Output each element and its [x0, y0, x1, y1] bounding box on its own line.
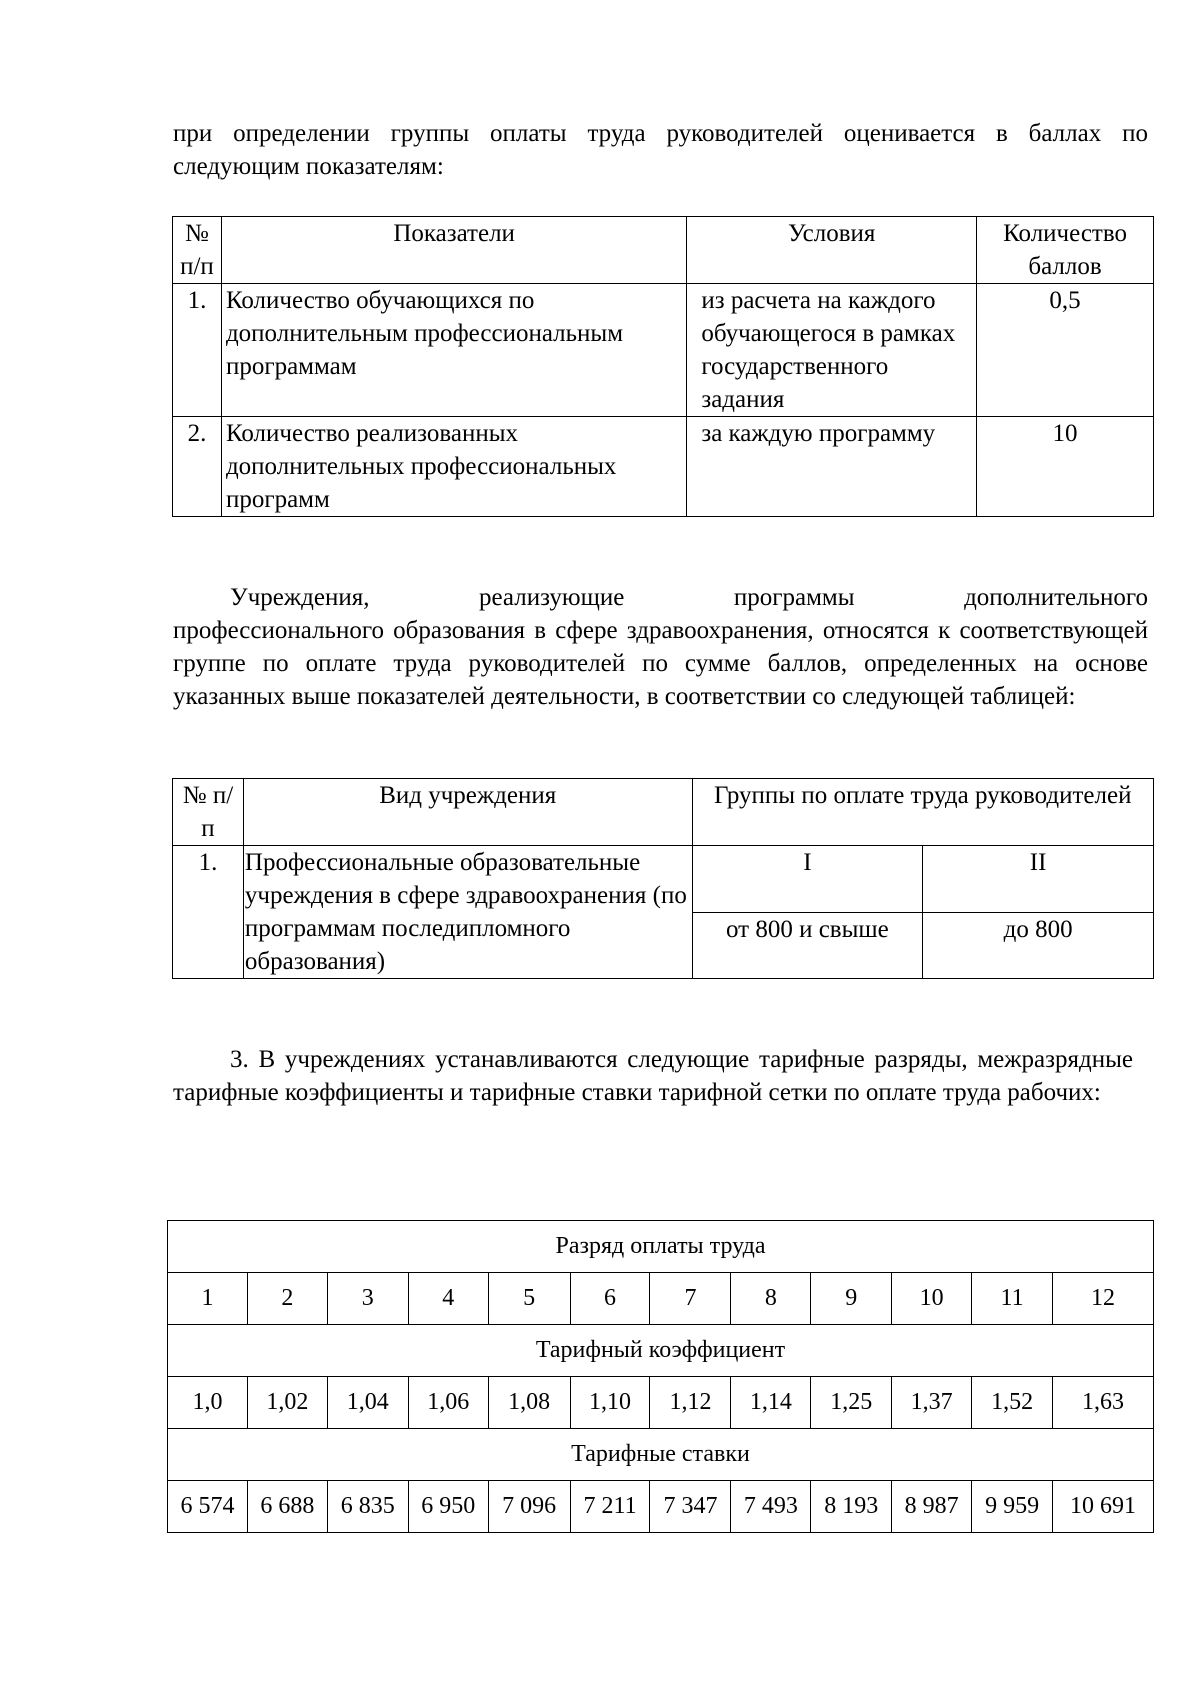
coefficient-cell: 1,37: [892, 1377, 972, 1429]
coefficient-cell: 1,14: [731, 1377, 811, 1429]
rate-cell: 8 987: [892, 1481, 972, 1533]
grades-row: [168, 1273, 1154, 1325]
table-header-row: [173, 779, 1154, 846]
group-1-value: от 800 и свыше: [692, 912, 923, 979]
coefficient-cell: 1,63: [1053, 1377, 1154, 1429]
row-indicator: Количество реализованных дополнительных профессиональных программ: [221, 417, 686, 517]
coefficient-cell: 1,0: [168, 1377, 248, 1429]
grade-header-row: [168, 1221, 1154, 1273]
coefficient-cell: 1,08: [488, 1377, 570, 1429]
coefficient-cell: 1,06: [408, 1377, 488, 1429]
rates-row: [168, 1481, 1154, 1533]
coefficients-row: [168, 1377, 1154, 1429]
rate-cell: 9 959: [972, 1481, 1053, 1533]
rates-header: Тарифные ставки: [168, 1429, 1154, 1481]
coefficient-cell: 1,25: [811, 1377, 892, 1429]
row-indicator: Количество обучающихся по дополнительным профессиональным программам: [221, 284, 686, 417]
row-num: 1.: [173, 846, 244, 979]
intro-line-2: следующим показателям:: [173, 153, 444, 180]
grade-cell: 11: [972, 1273, 1053, 1325]
grade-cell: 2: [247, 1273, 327, 1325]
rate-cell: 7 493: [731, 1481, 811, 1533]
grade-cell: 10: [892, 1273, 972, 1325]
header-type: Вид учреждения: [243, 779, 692, 846]
rate-cell: 8 193: [811, 1481, 892, 1533]
grade-cell: 5: [488, 1273, 570, 1325]
coefficient-cell: 1,52: [972, 1377, 1053, 1429]
header-groups: Группы по оплате труда руководителей: [692, 779, 1154, 846]
paragraph-3: 3. В учреждениях устанавливаются следующие тарифные разряды, межразрядные тарифные коэффициенты и тарифные ставки тарифной сетки по оплате труда рабочих:: [173, 1046, 1133, 1106]
table-row: [173, 846, 1154, 913]
table-row: [173, 284, 1154, 417]
table-header-row: [173, 217, 1154, 284]
grade-cell: 12: [1053, 1273, 1154, 1325]
row-condition: за каждую программу: [687, 417, 977, 517]
groups-table: [172, 778, 1154, 979]
rate-cell: 7 211: [570, 1481, 650, 1533]
grade-header: Разряд оплаты труда: [168, 1221, 1154, 1273]
grade-cell: 6: [570, 1273, 650, 1325]
group-name-1: I: [692, 846, 923, 913]
grade-cell: 8: [731, 1273, 811, 1325]
row-condition: из расчета на каждого обучающегося в рамках государственного задания: [687, 284, 977, 417]
rate-cell: 10 691: [1053, 1481, 1154, 1533]
intro-line-1: при определении группы оплаты труда руководителей оценивается в баллах по: [173, 120, 1148, 147]
row-num: 1.: [173, 284, 222, 417]
row-points: 10: [977, 417, 1154, 517]
table-row: [173, 417, 1154, 517]
coefficient-cell: 1,10: [570, 1377, 650, 1429]
rate-cell: 6 574: [168, 1481, 248, 1533]
rate-cell: 6 688: [247, 1481, 327, 1533]
grade-cell: 1: [168, 1273, 248, 1325]
coefficient-cell: 1,12: [650, 1377, 731, 1429]
rates-header-row: [168, 1429, 1154, 1481]
rate-cell: 7 347: [650, 1481, 731, 1533]
coef-header-row: [168, 1325, 1154, 1377]
indicators-table: [172, 216, 1154, 517]
grade-cell: 3: [327, 1273, 408, 1325]
rate-cell: 7 096: [488, 1481, 570, 1533]
grade-cell: 7: [650, 1273, 731, 1325]
row-points: 0,5: [977, 284, 1154, 417]
row-num: 2.: [173, 417, 222, 517]
header-num: № п/п: [173, 217, 222, 284]
coef-header: Тарифный коэффициент: [168, 1325, 1154, 1377]
paragraph-2-line-1: Учреждения, реализующие программы дополнительного: [230, 584, 1148, 611]
group-2-value: до 800: [923, 912, 1154, 979]
paragraph-2-body: профессионального образования в сфере здравоохранения, относятся к соответствующей группе по оплате труда руководителей по сумме баллов, определенных на основе указанных выше показателей деятельности, в соответствии со следующей таблицей:: [173, 617, 1148, 710]
coefficient-cell: 1,02: [247, 1377, 327, 1429]
header-points: Количество баллов: [977, 217, 1154, 284]
coefficient-cell: 1,04: [327, 1377, 408, 1429]
grade-cell: 9: [811, 1273, 892, 1325]
rate-cell: 6 950: [408, 1481, 488, 1533]
rate-cell: 6 835: [327, 1481, 408, 1533]
grade-cell: 4: [408, 1273, 488, 1325]
header-indicator: Показатели: [221, 217, 686, 284]
header-num: № п/п: [173, 779, 244, 846]
row-type: Профессиональные образовательные учреждения в сфере здравоохранения (по программам последипломного образования): [243, 846, 692, 979]
tariff-table: [167, 1220, 1154, 1533]
header-condition: Условия: [687, 217, 977, 284]
group-name-2: II: [923, 846, 1154, 913]
